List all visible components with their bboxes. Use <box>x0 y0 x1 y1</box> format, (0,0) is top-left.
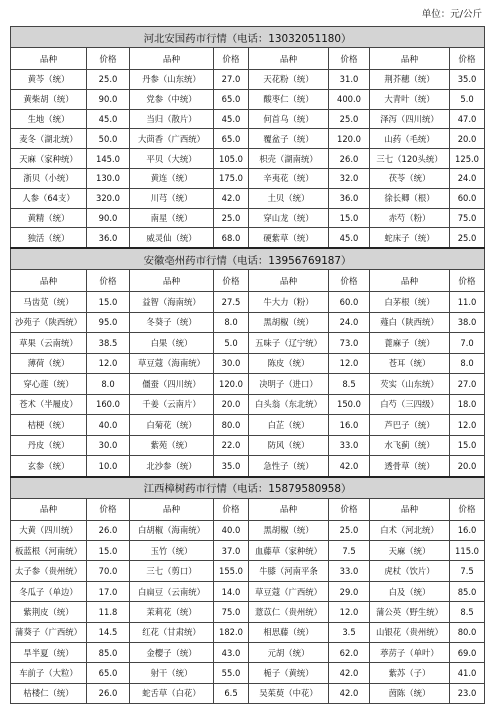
price-cell: 75.0 <box>450 208 485 228</box>
price-cell: 12.0 <box>87 353 130 374</box>
variety-cell: 枳壳（湖南统） <box>249 149 329 169</box>
price-cell: 15.0 <box>87 541 130 561</box>
price-cell: 45.0 <box>87 109 130 129</box>
price-cell: 80.0 <box>214 415 249 436</box>
table-row <box>11 643 485 663</box>
price-cell: 75.0 <box>214 602 249 622</box>
variety-cell: 僵蚕（四川统） <box>130 374 214 395</box>
price-cell: 69.0 <box>450 643 485 663</box>
header-row <box>11 48 485 70</box>
variety-cell: 黑胡椒（统） <box>249 312 329 333</box>
variety-cell: 血藤草（家种统） <box>249 541 329 561</box>
price-cell: 29.0 <box>329 581 370 601</box>
price-table <box>10 26 485 704</box>
price-cell: 62.0 <box>329 643 370 663</box>
variety-cell: 三七（120头统） <box>370 149 450 169</box>
variety-cell: 南星（统） <box>130 208 214 228</box>
variety-cell: 黄柴胡（统） <box>11 89 87 109</box>
price-cell: 14.5 <box>87 622 130 642</box>
variety-cell: 酸枣仁（统） <box>249 89 329 109</box>
variety-cell: 红花（甘肃统） <box>130 622 214 642</box>
variety-cell: 薄荷（统） <box>11 353 87 374</box>
variety-cell: 黑胡椒（统） <box>249 520 329 540</box>
variety-cell: 枯楼仁（统） <box>11 683 87 703</box>
table-row <box>11 561 485 581</box>
header-variety: 品种 <box>130 498 214 520</box>
header-variety: 品种 <box>370 498 450 520</box>
variety-cell: 丹参（山东统） <box>130 70 214 90</box>
price-cell: 5.0 <box>214 333 249 354</box>
price-cell: 70.0 <box>87 561 130 581</box>
price-cell: 15.0 <box>329 208 370 228</box>
price-cell: 60.0 <box>450 188 485 208</box>
variety-cell: 覆盆子（统） <box>249 129 329 149</box>
variety-cell: 穿山龙（统） <box>249 208 329 228</box>
header-price: 价格 <box>450 48 485 70</box>
price-cell: 175.0 <box>214 168 249 188</box>
header-variety: 品种 <box>249 498 329 520</box>
variety-cell: 天麻（统） <box>370 541 450 561</box>
variety-cell: 天花粉（统） <box>249 70 329 90</box>
price-cell: 7.0 <box>450 333 485 354</box>
price-cell: 105.0 <box>214 149 249 169</box>
variety-cell: 大茴香（广西统） <box>130 129 214 149</box>
header-price: 价格 <box>87 498 130 520</box>
table-row <box>11 109 485 129</box>
header-variety: 品种 <box>130 270 214 292</box>
table-row <box>11 622 485 642</box>
price-cell: 16.0 <box>329 415 370 436</box>
price-cell: 47.0 <box>450 109 485 129</box>
price-cell: 5.0 <box>450 89 485 109</box>
price-cell: 38.0 <box>450 312 485 333</box>
price-cell: 20.0 <box>450 129 485 149</box>
price-cell: 85.0 <box>450 581 485 601</box>
header-price: 价格 <box>329 48 370 70</box>
variety-cell: 白茅根（统） <box>370 292 450 313</box>
price-cell: 12.0 <box>329 602 370 622</box>
price-sheet <box>10 26 484 704</box>
variety-cell: 土贝（统） <box>249 188 329 208</box>
variety-cell: 山银花（贵州统） <box>370 622 450 642</box>
table-row <box>11 394 485 415</box>
price-cell: 45.0 <box>329 228 370 248</box>
variety-cell: 草豆蔻（广西统） <box>249 581 329 601</box>
table-row <box>11 435 485 456</box>
table-row <box>11 415 485 436</box>
price-cell: 25.0 <box>214 208 249 228</box>
header-variety: 品种 <box>11 498 87 520</box>
price-cell: 90.0 <box>87 208 130 228</box>
header-variety: 品种 <box>370 270 450 292</box>
price-cell: 15.0 <box>450 435 485 456</box>
header-row <box>11 498 485 520</box>
variety-cell: 当归（散片） <box>130 109 214 129</box>
price-cell: 12.0 <box>450 415 485 436</box>
table-row <box>11 70 485 90</box>
price-cell: 8.0 <box>450 353 485 374</box>
price-cell: 45.0 <box>214 109 249 129</box>
table-row <box>11 89 485 109</box>
header-price: 价格 <box>214 270 249 292</box>
price-cell: 43.0 <box>214 643 249 663</box>
price-cell: 8.5 <box>450 602 485 622</box>
header-row <box>11 270 485 292</box>
price-cell: 35.0 <box>214 456 249 477</box>
price-cell: 3.5 <box>329 622 370 642</box>
header-variety: 品种 <box>130 48 214 70</box>
variety-cell: 人参（64支） <box>11 188 87 208</box>
price-cell: 33.0 <box>329 561 370 581</box>
variety-cell: 三七（剪口） <box>130 561 214 581</box>
variety-cell: 薏苡仁（贵州统） <box>249 602 329 622</box>
price-cell: 40.0 <box>87 415 130 436</box>
variety-cell: 山药（毛统） <box>370 129 450 149</box>
table-row <box>11 168 485 188</box>
price-cell: 14.0 <box>214 581 249 601</box>
variety-cell: 辛夷花（统） <box>249 168 329 188</box>
variety-cell: 穿心莲（统） <box>11 374 87 395</box>
variety-cell: 蛇床子（统） <box>370 228 450 248</box>
table-row <box>11 188 485 208</box>
header-price: 价格 <box>329 270 370 292</box>
section-title: 安徽亳州药市行情（电话：13956769187） <box>11 248 485 270</box>
header-price: 价格 <box>87 270 130 292</box>
variety-cell: 透骨草（统） <box>370 456 450 477</box>
variety-cell: 麦冬（湖北统） <box>11 129 87 149</box>
variety-cell: 丹皮（统） <box>11 435 87 456</box>
price-cell: 36.0 <box>329 188 370 208</box>
variety-cell: 玉竹（统） <box>130 541 214 561</box>
variety-cell: 马齿苋（统） <box>11 292 87 313</box>
price-cell: 35.0 <box>450 70 485 90</box>
variety-cell: 千姜（云南片） <box>130 394 214 415</box>
table-row <box>11 149 485 169</box>
price-cell: 155.0 <box>214 561 249 581</box>
price-cell: 38.5 <box>87 333 130 354</box>
variety-cell: 草豆蔻（海南统） <box>130 353 214 374</box>
table-row <box>11 292 485 313</box>
header-variety: 品种 <box>11 270 87 292</box>
price-cell: 25.0 <box>87 70 130 90</box>
header-price: 价格 <box>214 498 249 520</box>
variety-cell: 虎杖（饮片） <box>370 561 450 581</box>
variety-cell: 紫荆皮（统） <box>11 602 87 622</box>
price-cell: 17.0 <box>87 581 130 601</box>
variety-cell: 大黄（四川统） <box>11 520 87 540</box>
variety-cell: 白芍（三四级） <box>370 394 450 415</box>
section-title: 河北安国药市行情（电话：13032051180） <box>11 27 485 48</box>
price-cell: 25.0 <box>329 520 370 540</box>
price-cell: 65.0 <box>214 89 249 109</box>
price-cell: 22.0 <box>214 435 249 456</box>
header-price: 价格 <box>214 48 249 70</box>
price-cell: 10.0 <box>87 456 130 477</box>
section-title: 江西樟树药市行情（电话：15879580958） <box>11 477 485 499</box>
price-cell: 115.0 <box>450 541 485 561</box>
variety-cell: 元胡（统） <box>249 643 329 663</box>
variety-cell: 白菊花（统） <box>130 415 214 436</box>
variety-cell: 赤芍（粉） <box>370 208 450 228</box>
variety-cell: 苍术（半履皮） <box>11 394 87 415</box>
variety-cell: 何首乌（统） <box>249 109 329 129</box>
variety-cell: 冬瓜子（单边） <box>11 581 87 601</box>
price-cell: 60.0 <box>329 292 370 313</box>
price-cell: 145.0 <box>87 149 130 169</box>
price-cell: 8.0 <box>214 312 249 333</box>
price-cell: 85.0 <box>87 643 130 663</box>
variety-cell: 浙贝（小统） <box>11 168 87 188</box>
section-title-row <box>11 27 485 48</box>
variety-cell: 薤白（陕西统） <box>370 312 450 333</box>
price-cell: 30.0 <box>87 435 130 456</box>
variety-cell: 紫苏（子） <box>370 663 450 683</box>
header-variety: 品种 <box>249 270 329 292</box>
table-row <box>11 581 485 601</box>
variety-cell: 茵陈（统） <box>370 683 450 703</box>
price-cell: 160.0 <box>87 394 130 415</box>
variety-cell: 黄芩（统） <box>11 70 87 90</box>
price-table-body <box>11 27 485 704</box>
variety-cell: 急性子（统） <box>249 456 329 477</box>
price-cell: 40.0 <box>214 520 249 540</box>
price-cell: 27.0 <box>214 70 249 90</box>
price-cell: 41.0 <box>450 663 485 683</box>
price-cell: 31.0 <box>329 70 370 90</box>
table-row <box>11 456 485 477</box>
price-cell: 20.0 <box>450 456 485 477</box>
price-cell: 11.8 <box>87 602 130 622</box>
price-cell: 37.0 <box>214 541 249 561</box>
variety-cell: 葶苈子（单叶） <box>370 643 450 663</box>
variety-cell: 芦巴子（统） <box>370 415 450 436</box>
variety-cell: 泽泻（四川统） <box>370 109 450 129</box>
price-cell: 55.0 <box>214 663 249 683</box>
variety-cell: 玄参（统） <box>11 456 87 477</box>
variety-cell: 白芷（统） <box>249 415 329 436</box>
header-variety: 品种 <box>249 48 329 70</box>
price-cell: 27.0 <box>450 374 485 395</box>
price-cell: 25.0 <box>450 228 485 248</box>
table-row <box>11 333 485 354</box>
variety-cell: 荆芥穗（统） <box>370 70 450 90</box>
variety-cell: 白胡椒（海南统） <box>130 520 214 540</box>
table-row <box>11 541 485 561</box>
price-cell: 120.0 <box>329 129 370 149</box>
variety-cell: 牛大力（粉） <box>249 292 329 313</box>
price-cell: 182.0 <box>214 622 249 642</box>
price-cell: 16.0 <box>450 520 485 540</box>
variety-cell: 车前子（大粒） <box>11 663 87 683</box>
variety-cell: 蒲葵子（广西统） <box>11 622 87 642</box>
price-cell: 125.0 <box>450 149 485 169</box>
variety-cell: 川芎（统） <box>130 188 214 208</box>
variety-cell: 独活（统） <box>11 228 87 248</box>
variety-cell: 沙苑子（陕西统） <box>11 312 87 333</box>
variety-cell: 黄精（统） <box>11 208 87 228</box>
variety-cell: 黄连（统） <box>130 168 214 188</box>
variety-cell: 蒲公英（野生统） <box>370 602 450 622</box>
price-cell: 27.5 <box>214 292 249 313</box>
price-cell: 130.0 <box>87 168 130 188</box>
table-row <box>11 663 485 683</box>
price-cell: 32.0 <box>329 168 370 188</box>
section-title-row <box>11 248 485 270</box>
variety-cell: 蓖麻子（统） <box>370 333 450 354</box>
variety-cell: 茯苓（统） <box>370 168 450 188</box>
price-cell: 20.0 <box>214 394 249 415</box>
price-cell: 42.0 <box>214 188 249 208</box>
variety-cell: 草果（云南统） <box>11 333 87 354</box>
variety-cell: 太子参（贵州统） <box>11 561 87 581</box>
variety-cell: 桔梗（统） <box>11 415 87 436</box>
table-row <box>11 374 485 395</box>
variety-cell: 决明子（进口） <box>249 374 329 395</box>
table-row <box>11 602 485 622</box>
price-cell: 15.0 <box>87 292 130 313</box>
variety-cell: 白术（河北统） <box>370 520 450 540</box>
table-row <box>11 312 485 333</box>
price-cell: 95.0 <box>87 312 130 333</box>
variety-cell: 平贝（大统） <box>130 149 214 169</box>
price-cell: 33.0 <box>329 435 370 456</box>
variety-cell: 相思藤（统） <box>249 622 329 642</box>
variety-cell: 防风（统） <box>249 435 329 456</box>
price-cell: 80.0 <box>450 622 485 642</box>
header-price: 价格 <box>450 270 485 292</box>
header-variety: 品种 <box>370 48 450 70</box>
table-row <box>11 683 485 703</box>
variety-cell: 茉莉花（统） <box>130 602 214 622</box>
variety-cell: 冬葵子（统） <box>130 312 214 333</box>
price-cell: 8.5 <box>329 374 370 395</box>
price-cell: 25.0 <box>329 109 370 129</box>
price-cell: 400.0 <box>329 89 370 109</box>
variety-cell: 苍耳（统） <box>370 353 450 374</box>
price-cell: 65.0 <box>87 663 130 683</box>
variety-cell: 北沙参（统） <box>130 456 214 477</box>
variety-cell: 栀子（黄统） <box>249 663 329 683</box>
variety-cell: 党参（中统） <box>130 89 214 109</box>
variety-cell: 蛇舌草（白花） <box>130 683 214 703</box>
price-cell: 26.0 <box>329 149 370 169</box>
unit-label: 单位：元/公斤 <box>421 9 482 20</box>
variety-cell: 益智（海南统） <box>130 292 214 313</box>
price-cell: 18.0 <box>450 394 485 415</box>
header-price: 价格 <box>450 498 485 520</box>
price-cell: 68.0 <box>214 228 249 248</box>
table-row <box>11 129 485 149</box>
price-cell: 8.0 <box>87 374 130 395</box>
price-cell: 65.0 <box>214 129 249 149</box>
price-cell: 73.0 <box>329 333 370 354</box>
variety-cell: 射干（统） <box>130 663 214 683</box>
price-cell: 24.0 <box>450 168 485 188</box>
price-cell: 90.0 <box>87 89 130 109</box>
price-cell: 320.0 <box>87 188 130 208</box>
price-cell: 26.0 <box>87 683 130 703</box>
variety-cell: 芡实（山东统） <box>370 374 450 395</box>
variety-cell: 生地（统） <box>11 109 87 129</box>
variety-cell: 白及（统） <box>370 581 450 601</box>
variety-cell: 威灵仙（统） <box>130 228 214 248</box>
price-cell: 120.0 <box>214 374 249 395</box>
price-cell: 150.0 <box>329 394 370 415</box>
price-cell: 12.0 <box>329 353 370 374</box>
header-price: 价格 <box>329 498 370 520</box>
variety-cell: 白果（统） <box>130 333 214 354</box>
price-cell: 42.0 <box>329 663 370 683</box>
price-cell: 42.0 <box>329 456 370 477</box>
variety-cell: 陈皮（统） <box>249 353 329 374</box>
price-cell: 50.0 <box>87 129 130 149</box>
price-cell: 23.0 <box>450 683 485 703</box>
price-cell: 42.0 <box>329 683 370 703</box>
header-price: 价格 <box>87 48 130 70</box>
variety-cell: 徐长卿（根） <box>370 188 450 208</box>
section-title-row <box>11 477 485 499</box>
variety-cell: 五味子（辽宁统） <box>249 333 329 354</box>
variety-cell: 大青叶（统） <box>370 89 450 109</box>
variety-cell: 牛膝（河南平条 <box>249 561 329 581</box>
variety-cell: 旱半夏（统） <box>11 643 87 663</box>
price-cell: 30.0 <box>214 353 249 374</box>
variety-cell: 硬紫草（统） <box>249 228 329 248</box>
variety-cell: 白头翁（东北统） <box>249 394 329 415</box>
table-row <box>11 228 485 248</box>
table-row <box>11 520 485 540</box>
variety-cell: 水飞蓟（统） <box>370 435 450 456</box>
price-cell: 11.0 <box>450 292 485 313</box>
price-cell: 24.0 <box>329 312 370 333</box>
price-cell: 6.5 <box>214 683 249 703</box>
variety-cell: 紫苑（统） <box>130 435 214 456</box>
price-cell: 7.5 <box>329 541 370 561</box>
table-row <box>11 353 485 374</box>
price-cell: 7.5 <box>450 561 485 581</box>
variety-cell: 金樱子（统） <box>130 643 214 663</box>
price-cell: 26.0 <box>87 520 130 540</box>
header-variety: 品种 <box>11 48 87 70</box>
variety-cell: 板蓝根（河南统） <box>11 541 87 561</box>
variety-cell: 吴茱萸（中花） <box>249 683 329 703</box>
variety-cell: 天麻（家种统） <box>11 149 87 169</box>
table-row <box>11 208 485 228</box>
variety-cell: 白扁豆（云南统） <box>130 581 214 601</box>
price-cell: 36.0 <box>87 228 130 248</box>
